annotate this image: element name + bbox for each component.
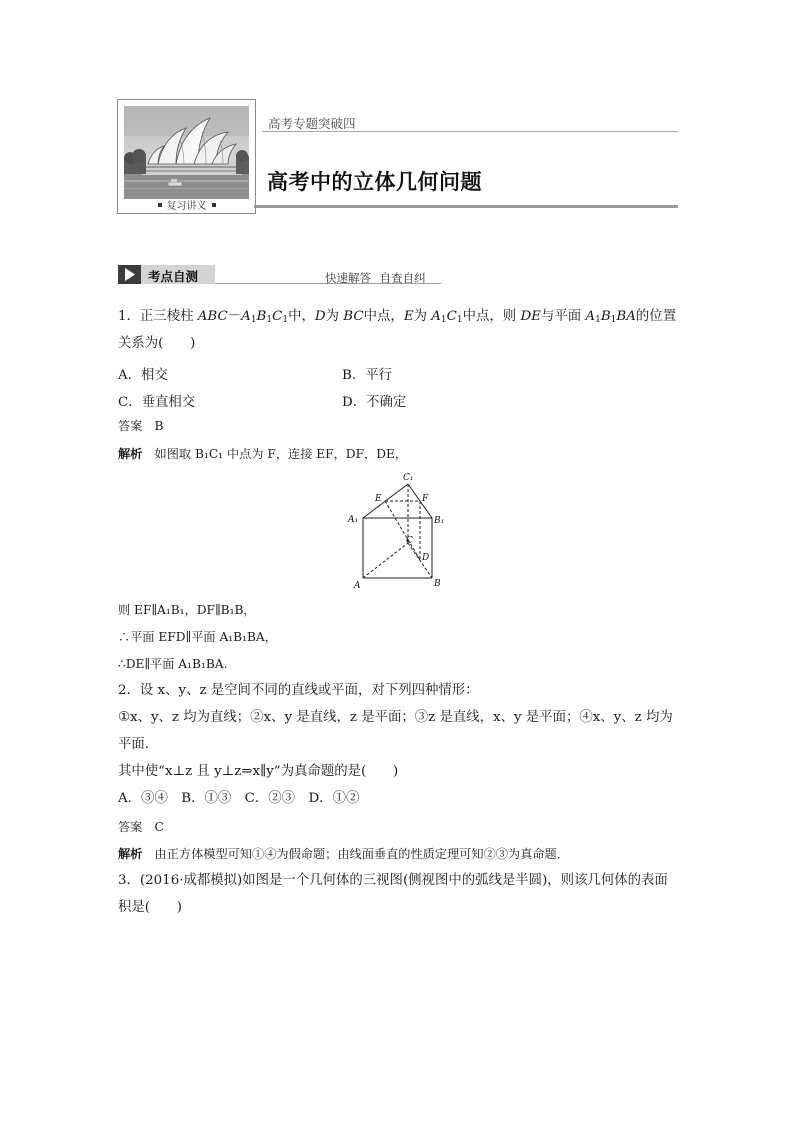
section-label: 考点自测 xyxy=(148,269,199,284)
series-title: 高考专题突破四 xyxy=(268,116,356,131)
q1-answer: 答案 B xyxy=(118,419,164,433)
q1-stem-line2: 关系为( ) xyxy=(118,336,196,351)
q1-option-b: B．平行 xyxy=(342,368,393,383)
series-rule xyxy=(262,131,678,132)
q1-analysis: 解析 如图取 B₁C₁ 中点为 F，连接 EF，DF，DE， xyxy=(118,447,408,461)
section-header xyxy=(118,265,215,284)
bullet-square-icon xyxy=(212,203,216,207)
q2-analysis: 解析 由正方体模型可知①④为假命题；由线面垂直的性质定理可知②③为真命题． xyxy=(118,847,569,861)
opera-house-photo xyxy=(124,106,249,199)
q2-stem: 2．设 x、y、z 是空间不同的直线或平面，对下列四种情形： xyxy=(118,683,479,698)
header-photo-frame xyxy=(117,99,256,214)
label-c1: C₁ xyxy=(403,473,414,483)
q1-option-c: C．垂直相交 xyxy=(118,395,196,410)
edge-ed xyxy=(385,501,420,560)
q1-option-d: D．不确定 xyxy=(342,395,407,410)
q2-cases-line2: 平面． xyxy=(118,737,159,752)
q1-step2: ∴平面 EFD∥平面 A₁B₁BA， xyxy=(118,630,277,644)
q3-stem-line2: 积是( ) xyxy=(118,900,183,915)
q2-cases-line1: ①x、y、z 均为直线；②x、y 是直线，z 是平面；③z 是直线，x、y 是平面；④x、y、z 均为 xyxy=(118,710,673,725)
q1-option-a: A．相交 xyxy=(118,368,168,383)
label-c: C xyxy=(406,536,413,546)
bullet-square-icon xyxy=(158,203,162,207)
title-rule xyxy=(254,205,678,208)
prism-figure xyxy=(345,468,450,593)
edge-ac xyxy=(363,543,408,578)
page-title: 高考中的立体几何问题 xyxy=(267,170,482,194)
q2-question: 其中使“x⊥z 且 y⊥z⇒x∥y”为真命题的是( ) xyxy=(118,764,399,779)
q3-stem-line1: 3．(2016·成都模拟)如图是一个几何体的三视图(侧视图中的弧线是半圆)，则该几何体的表面 xyxy=(118,873,668,888)
label-a1: A₁ xyxy=(348,515,359,525)
label-b: B xyxy=(434,579,441,589)
label-b1: B₁ xyxy=(434,516,445,526)
label-d: D xyxy=(422,553,430,563)
q1-stem: 1．正三棱柱 $ABC-A_1B_1C_1$中，D为 BC中点，E为 $A_1C_1$中点，则 DE与平面 $A_1B_1BA$的位置 xyxy=(118,309,677,325)
photo-caption: 复习讲义 xyxy=(118,200,255,213)
label-a: A xyxy=(354,581,361,591)
label-e: E xyxy=(375,494,382,504)
q1-step3: ∴DE∥平面 A₁B₁BA. xyxy=(118,657,228,671)
q1-step1: 则 EF∥A₁B₁，DF∥B₁B， xyxy=(118,603,256,617)
play-arrow-icon xyxy=(118,265,141,284)
section-subtitle: 快速解答 自查自纠 xyxy=(325,271,426,285)
q2-options: A．③④ B．①③ C．②③ D．①② xyxy=(118,791,360,806)
label-f: F xyxy=(422,494,429,504)
q2-answer: 答案 C xyxy=(118,820,164,834)
